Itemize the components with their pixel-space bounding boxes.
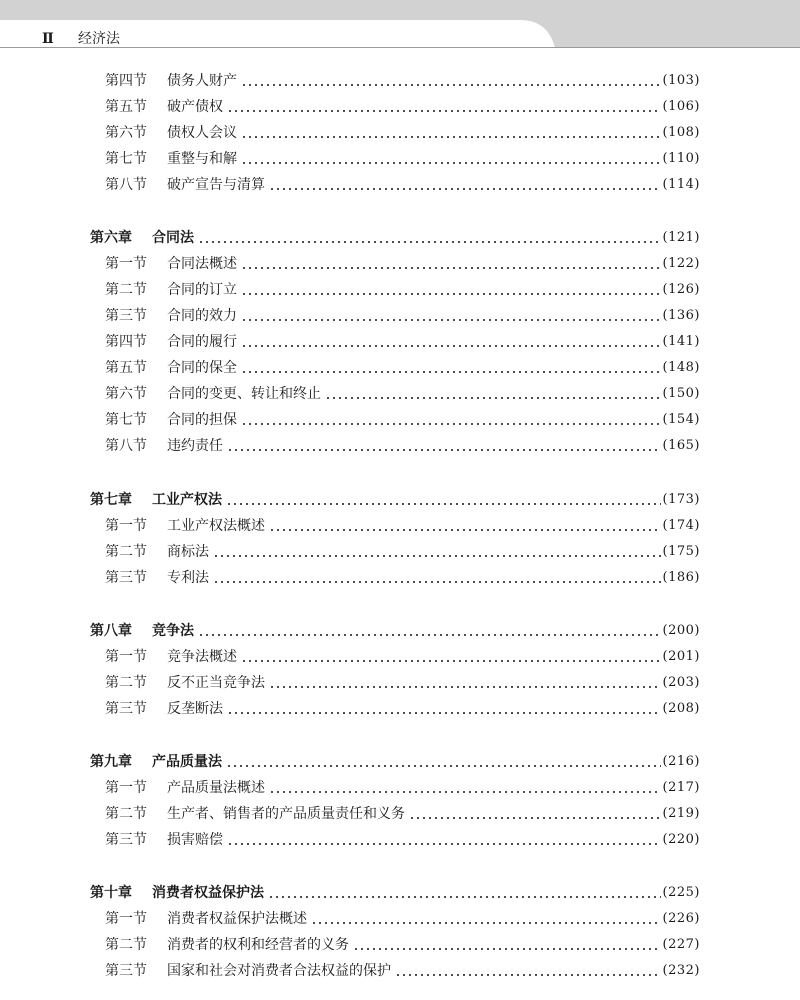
section-title: 破产债权 (167, 99, 223, 115)
toc-section-row[interactable] (105, 123, 700, 143)
toc-section-row[interactable] (105, 673, 700, 693)
dot-leader (227, 699, 661, 719)
dot-leader (227, 830, 661, 850)
dot-leader (213, 568, 661, 588)
page-reference: (150) (662, 386, 700, 401)
section-title: 消费者的权利和经营者的义务 (167, 937, 349, 953)
section-number: 第五节 (105, 99, 147, 115)
page-reference: (141) (662, 334, 700, 349)
dot-leader (241, 149, 661, 169)
dot-leader (241, 71, 661, 91)
chapter-title: 合同法 (152, 230, 194, 246)
page-reference: (219) (662, 806, 700, 821)
section-title: 国家和社会对消费者合法权益的保护 (167, 963, 391, 979)
toc-section-row[interactable] (105, 778, 700, 798)
section-title: 合同的效力 (167, 308, 237, 324)
page-reference: (173) (662, 492, 700, 507)
dot-leader (241, 647, 661, 667)
page-reference: (165) (662, 438, 700, 453)
dot-leader (409, 804, 661, 824)
section-number: 第七节 (105, 412, 147, 428)
section-title: 商标法 (167, 544, 209, 560)
toc-section-row[interactable] (105, 175, 700, 195)
page-reference: (106) (662, 99, 700, 114)
running-title: 经济法 (78, 31, 120, 47)
dot-leader (241, 410, 661, 430)
section-number: 第二节 (105, 282, 147, 298)
section-title: 消费者权益保护法概述 (167, 911, 307, 927)
dot-leader (311, 909, 661, 929)
section-title: 债务人财产 (167, 73, 237, 89)
toc-section-row[interactable] (105, 909, 700, 929)
section-number: 第五节 (105, 360, 147, 376)
section-number: 第二节 (105, 937, 147, 953)
section-number: 第一节 (105, 256, 147, 272)
page-reference: (232) (662, 963, 700, 978)
section-number: 第二节 (105, 806, 147, 822)
toc-section-row[interactable] (105, 332, 700, 352)
dot-leader (241, 306, 661, 326)
dot-leader (269, 516, 661, 536)
toc-section-row[interactable] (105, 306, 700, 326)
section-number: 第三节 (105, 570, 147, 586)
toc-section-row[interactable] (105, 71, 700, 91)
toc-section-row[interactable] (105, 254, 700, 274)
section-title: 违约责任 (167, 438, 223, 454)
toc-section-row[interactable] (105, 436, 700, 456)
section-title: 合同的变更、转让和终止 (167, 386, 321, 402)
page-reference: (225) (662, 885, 700, 900)
dot-leader (226, 490, 661, 510)
page-reference: (203) (662, 675, 700, 690)
page-reference: (220) (662, 832, 700, 847)
toc-section-row[interactable] (105, 97, 700, 117)
section-title: 合同的订立 (167, 282, 237, 298)
dot-leader (227, 97, 661, 117)
page-reference: (148) (662, 360, 700, 375)
section-title: 合同的担保 (167, 412, 237, 428)
page-reference: (154) (662, 412, 700, 427)
dot-leader (241, 332, 661, 352)
dot-leader (268, 883, 661, 903)
section-title: 产品质量法概述 (167, 780, 265, 796)
dot-leader (213, 542, 661, 562)
dot-leader (198, 621, 661, 641)
section-title: 债权人会议 (167, 125, 237, 141)
section-number: 第三节 (105, 308, 147, 324)
toc-section-row[interactable] (105, 961, 700, 981)
chapter-number: 第六章 (90, 230, 132, 246)
section-number: 第二节 (105, 544, 147, 560)
toc-section-row[interactable] (105, 647, 700, 667)
chapter-title: 工业产权法 (152, 492, 222, 508)
page-reference: (126) (662, 282, 700, 297)
section-title: 合同的履行 (167, 334, 237, 350)
toc-section-row[interactable] (105, 542, 700, 562)
chapter-title: 产品质量法 (152, 754, 222, 770)
toc-section-row[interactable] (105, 384, 700, 404)
chapter-number: 第九章 (90, 754, 132, 770)
page-reference: (208) (662, 701, 700, 716)
toc-section-row[interactable] (105, 699, 700, 719)
dot-leader (241, 358, 661, 378)
chapter-title: 竞争法 (152, 623, 194, 639)
dot-leader (269, 175, 661, 195)
dot-leader (353, 935, 661, 955)
section-number: 第一节 (105, 911, 147, 927)
dot-leader (226, 752, 661, 772)
toc-section-row[interactable] (105, 149, 700, 169)
toc-section-row[interactable] (105, 358, 700, 378)
dot-leader (269, 673, 661, 693)
section-number: 第四节 (105, 334, 147, 350)
page-reference: (201) (662, 649, 700, 664)
section-title: 专利法 (167, 570, 209, 586)
page-reference: (200) (662, 623, 700, 638)
section-title: 合同的保全 (167, 360, 237, 376)
section-title: 竞争法概述 (167, 649, 237, 665)
toc-chapter-row[interactable] (90, 490, 700, 510)
page-reference: (226) (662, 911, 700, 926)
section-title: 反不正当竞争法 (167, 675, 265, 691)
section-title: 重整与和解 (167, 151, 237, 167)
section-title: 工业产权法概述 (167, 518, 265, 534)
toc-section-row[interactable] (105, 516, 700, 536)
page-reference: (110) (662, 151, 700, 166)
page-reference: (122) (662, 256, 700, 271)
section-number: 第七节 (105, 151, 147, 167)
page-reference: (174) (662, 518, 700, 533)
page-reference: (186) (662, 570, 700, 585)
page-reference: (136) (662, 308, 700, 323)
toc-section-row[interactable] (105, 410, 700, 430)
dot-leader (269, 778, 661, 798)
dot-leader (325, 384, 661, 404)
chapter-number: 第八章 (90, 623, 132, 639)
section-title: 反垄断法 (167, 701, 223, 717)
dot-leader (395, 961, 661, 981)
page-reference: (216) (662, 754, 700, 769)
section-number: 第三节 (105, 701, 147, 717)
toc-chapter-row[interactable] (90, 883, 700, 903)
section-number: 第三节 (105, 832, 147, 848)
section-title: 损害赔偿 (167, 832, 223, 848)
section-number: 第三节 (105, 963, 147, 979)
chapter-number: 第十章 (90, 885, 132, 901)
page-number: Ⅱ (42, 31, 53, 47)
page-reference: (103) (662, 73, 700, 88)
toc-chapter-row[interactable] (90, 752, 700, 772)
toc-section-row[interactable] (105, 830, 700, 850)
toc-chapter-row[interactable] (90, 228, 700, 248)
toc-section-row[interactable] (105, 280, 700, 300)
section-number: 第二节 (105, 675, 147, 691)
dot-leader (241, 123, 661, 143)
chapter-number: 第七章 (90, 492, 132, 508)
section-number: 第八节 (105, 177, 147, 193)
dot-leader (198, 228, 661, 248)
section-number: 第一节 (105, 780, 147, 796)
section-number: 第八节 (105, 438, 147, 454)
chapter-title: 消费者权益保护法 (152, 885, 264, 901)
page-reference: (227) (662, 937, 700, 952)
toc-chapter-row[interactable] (90, 621, 700, 641)
section-number: 第一节 (105, 518, 147, 534)
dot-leader (241, 280, 661, 300)
section-number: 第六节 (105, 125, 147, 141)
page-reference: (114) (662, 177, 700, 192)
section-title: 合同法概述 (167, 256, 237, 272)
toc-section-row[interactable] (105, 568, 700, 588)
section-number: 第四节 (105, 73, 147, 89)
section-number: 第一节 (105, 649, 147, 665)
dot-leader (227, 436, 661, 456)
page-reference: (175) (662, 544, 700, 559)
page-reference: (108) (662, 125, 700, 140)
section-number: 第六节 (105, 386, 147, 402)
dot-leader (241, 254, 661, 274)
section-title: 破产宣告与清算 (167, 177, 265, 193)
page-reference: (121) (662, 230, 700, 245)
toc-section-row[interactable] (105, 804, 700, 824)
page-reference: (217) (662, 780, 700, 795)
toc-section-row[interactable] (105, 935, 700, 955)
section-title: 生产者、销售者的产品质量责任和义务 (167, 806, 405, 822)
